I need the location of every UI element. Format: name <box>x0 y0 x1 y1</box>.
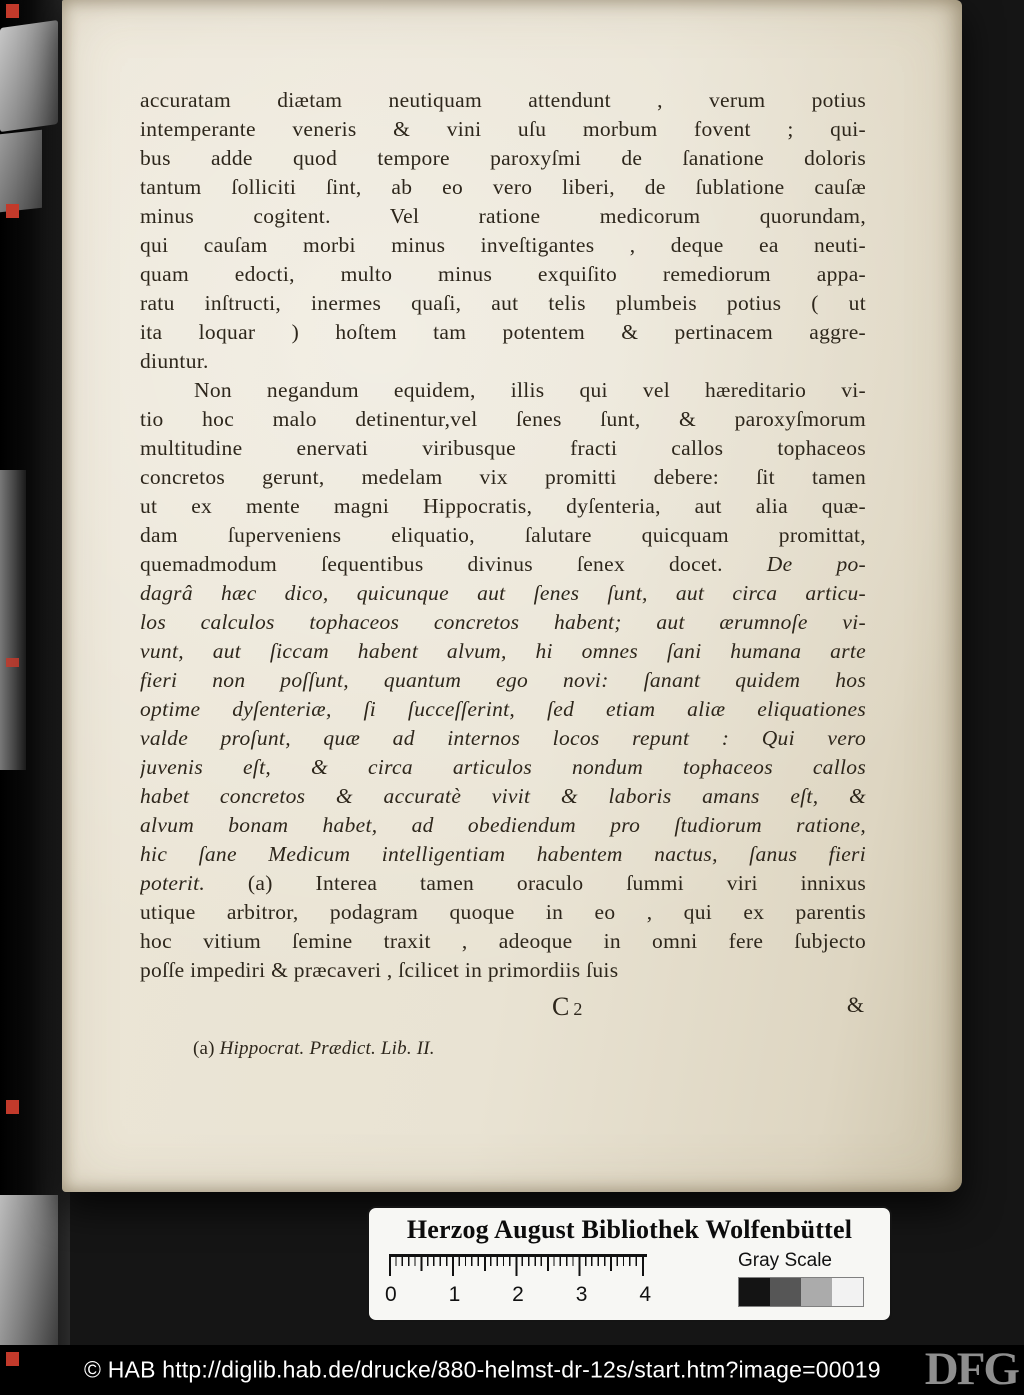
text-segment: optime dyſenteriæ, ſi ſucceſſerint, ſed etiam aliæ eliquationes <box>140 697 866 721</box>
page-stack-edge-top-2 <box>0 130 42 212</box>
signature-mark <box>552 992 582 1022</box>
registration-mark <box>6 1352 19 1366</box>
text-line <box>140 347 866 376</box>
text-segment: ratu inſtructi, inermes quaſi, aut telis plumbeis potius ( ut <box>140 291 866 315</box>
ruler-ticks <box>389 1254 647 1279</box>
signature-letter: C <box>552 992 570 1021</box>
text-line <box>140 608 866 637</box>
page-stack-edge-top <box>0 20 58 132</box>
text-segment: tantum ſolliciti ſint, ab eo vero liberi, de ſublatione cauſæ <box>140 175 866 199</box>
text-segment: vunt, aut ſiccam habent alvum, hi omnes ſani humana arte <box>140 639 866 663</box>
text-line <box>140 492 866 521</box>
registration-mark <box>6 658 19 667</box>
text-segment: fieri non poſſunt, quantum ego novi: ſanant quidem hos <box>140 668 866 692</box>
text-line <box>140 115 866 144</box>
text-line <box>140 637 866 666</box>
text-line <box>140 579 866 608</box>
text-line <box>140 289 866 318</box>
page-stack-edge-bottom <box>0 1195 58 1345</box>
registration-mark <box>6 204 19 218</box>
catchword: & <box>846 992 864 1017</box>
gray-swatch <box>770 1278 801 1306</box>
text-line <box>140 463 866 492</box>
text-segment: dam ſuperveniens eliquatio, ſalutare quicquam promittat, <box>140 523 866 547</box>
text-segment: De po- <box>766 552 866 576</box>
gray-scale-swatches <box>738 1277 864 1307</box>
gray-swatch <box>801 1278 832 1306</box>
text-line <box>140 521 866 550</box>
footnote <box>193 1038 435 1060</box>
text-segment: utique arbitror, podagram quoque in eo , qui ex parentis <box>140 900 866 924</box>
text-segment: los calculos tophaceos concretos habent; aut ærumnoſe vi- <box>140 610 866 634</box>
text-segment: ut ex mente magni Hippocratis, dyſenteria, aut alia quæ- <box>140 494 866 518</box>
text-segment: dagrâ hæc dico, quicunque aut ſenes ſunt, aut circa articu- <box>140 581 866 605</box>
text-line <box>140 434 866 463</box>
text-line <box>140 898 866 927</box>
copyright-url: © HAB http://diglib.hab.de/drucke/880-helmst-dr-12s/start.htm?image=00019 <box>84 1356 881 1383</box>
text-line <box>140 927 866 956</box>
gray-swatch <box>832 1278 863 1306</box>
text-segment: Non negandum equidem, illis qui vel hæreditario vi- <box>194 378 866 402</box>
text-line <box>140 405 866 434</box>
text-segment: qui cauſam morbi minus inveſtigantes , deque ea neuti- <box>140 233 866 257</box>
ruler-number: 1 <box>448 1283 461 1306</box>
text-segment: alvum bonam habet, ad obediendum pro ſtudiorum ratione, <box>140 813 866 837</box>
registration-mark <box>6 1100 19 1114</box>
text-line <box>140 376 866 405</box>
text-segment: ita loquar ) hoſtem tam potentem & pertinacem aggre- <box>140 320 866 344</box>
signature-line <box>140 992 866 1026</box>
text-segment: tio hoc malo detinentur,vel ſenes ſunt, & paroxyſmorum <box>140 407 866 431</box>
text-line <box>140 202 866 231</box>
text-line <box>140 956 866 985</box>
text-line <box>140 318 866 347</box>
ruler-number: 2 <box>512 1283 524 1306</box>
signature-number: 2 <box>573 999 583 1019</box>
book-page <box>62 0 962 1192</box>
footer-bar <box>0 1342 1024 1395</box>
text-line <box>140 869 866 898</box>
text-segment: minus cogitent. Vel ratione medicorum quorundam, <box>140 204 866 228</box>
gray-scale <box>738 1250 878 1307</box>
dfg-logo: DFG <box>924 1342 1018 1395</box>
page-text-block <box>140 86 866 985</box>
ruler-number: 0 <box>385 1283 397 1306</box>
ruler <box>385 1254 651 1307</box>
text-line <box>140 724 866 753</box>
text-line <box>140 231 866 260</box>
text-segment: quam edocti, multo minus exquiſito remediorum appa- <box>140 262 866 286</box>
text-segment: (a) Interea tamen oraculo ſummi viri innixus <box>205 871 866 895</box>
text-segment: bus adde quod tempore paroxyſmi de ſanatione doloris <box>140 146 866 170</box>
text-segment: juvenis eſt, & circa articulos nondum tophaceos callos <box>140 755 866 779</box>
text-line <box>140 173 866 202</box>
text-segment: poſſe impediri & præcaveri , ſcilicet in primordiis ſuis <box>140 958 619 982</box>
text-segment: habet concretos & accuratè vivit & laboris amans eſt, & <box>140 784 866 808</box>
text-segment: (a) <box>193 1038 220 1059</box>
ruler-numbers <box>385 1283 651 1307</box>
gray-swatch <box>739 1278 770 1306</box>
text-line <box>140 840 866 869</box>
text-segment: concretos gerunt, medelam vix promitti debere: ſit tamen <box>140 465 866 489</box>
text-segment: poterit. <box>140 871 206 895</box>
text-segment: accuratam diætam neutiquam attendunt , verum potius <box>140 88 866 112</box>
text-line <box>140 695 866 724</box>
ruler-number: 3 <box>575 1283 588 1306</box>
page-stack-edge-middle <box>0 470 26 770</box>
text-segment: intemperante veneris & vini uſu morbum fovent ; qui- <box>140 117 866 141</box>
ruler-number: 4 <box>639 1283 651 1306</box>
text-segment: diuntur. <box>140 349 209 373</box>
registration-mark <box>6 4 19 18</box>
text-line <box>140 753 866 782</box>
text-line <box>140 782 866 811</box>
gray-scale-label: Gray Scale <box>738 1250 832 1271</box>
text-line <box>140 811 866 840</box>
text-line <box>140 260 866 289</box>
library-name: Herzog August Bibliothek Wolfenbüttel <box>406 1215 853 1244</box>
text-line <box>140 550 866 579</box>
text-line <box>140 144 866 173</box>
calibration-plate <box>367 1206 892 1322</box>
text-line <box>140 666 866 695</box>
text-segment: multitudine enervati viribusque fracti callos tophaceos <box>140 436 866 460</box>
text-segment: quemadmodum ſequentibus divinus ſenex docet. <box>140 552 767 576</box>
text-segment: Hippocrat. Prædict. Lib. II. <box>219 1038 435 1059</box>
text-line <box>140 86 866 115</box>
text-segment: hic ſane Medicum intelligentiam habentem nactus, ſanus fieri <box>140 842 866 866</box>
text-segment: hoc vitium ſemine traxit , adeoque in omni fere ſubjecto <box>140 929 866 953</box>
text-segment: valde proſunt, quæ ad internos locos repunt : Qui vero <box>140 726 866 750</box>
